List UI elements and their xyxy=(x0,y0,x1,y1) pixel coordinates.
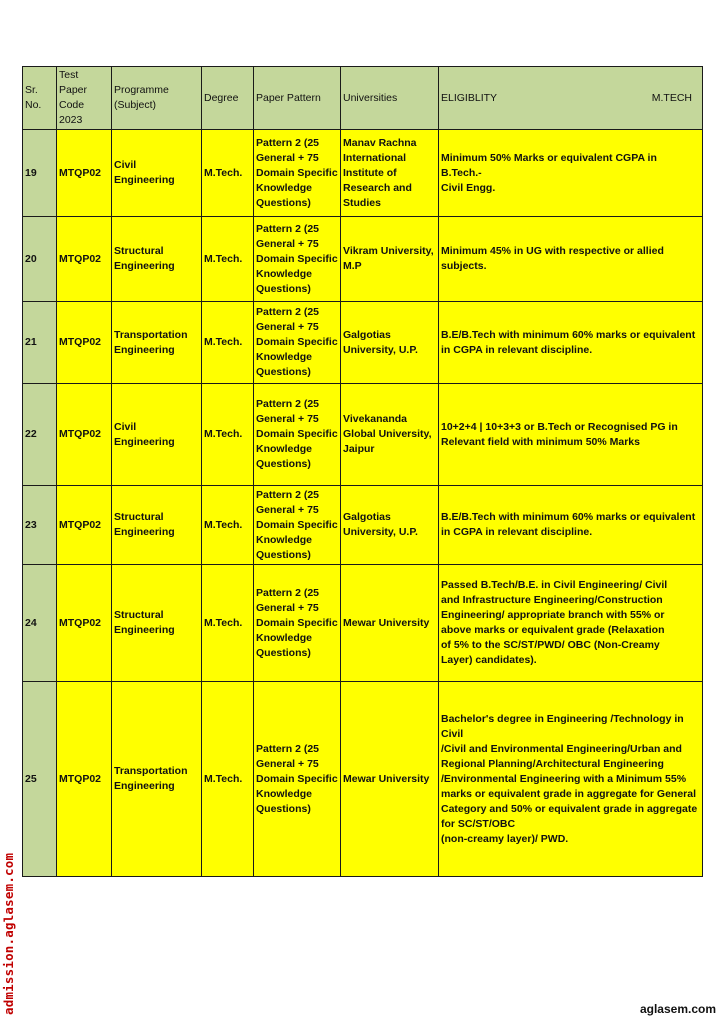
eligibility-cell: Minimum 45% in UG with respective or allied subjects. xyxy=(439,217,703,302)
degree-cell: M.Tech. xyxy=(202,130,254,217)
degree-cell: M.Tech. xyxy=(202,486,254,565)
pattern-cell: Pattern 2 (25 General + 75 Domain Specific Knowledge Questions) xyxy=(254,217,341,302)
programme-cell: Civil Engineering xyxy=(112,384,202,486)
pattern-cell: Pattern 2 (25 General + 75 Domain Specific Knowledge Questions) xyxy=(254,130,341,217)
eligibility-cell: Bachelor's degree in Engineering /Technology in Civil /Civil and Environmental Engineering/Urban and Regional Planning/Architectural Engineering /Environmental Engineering with a Minimum 55% marks or equivalent grade in aggregate for General Category and 50% or equivalent grade in aggregate for SC/ST/OBC (non-creamy layer)/ PWD. xyxy=(439,682,703,877)
pattern-cell: Pattern 2 (25 General + 75 Domain Specific Knowledge Questions) xyxy=(254,486,341,565)
eligibility-cell: B.E/B.Tech with minimum 60% marks or equivalent in CGPA in relevant discipline. xyxy=(439,302,703,384)
university-cell: Galgotias University, U.P. xyxy=(341,486,439,565)
degree-cell: M.Tech. xyxy=(202,682,254,877)
code-cell: MTQP02 xyxy=(57,682,112,877)
table-row xyxy=(23,486,703,565)
table-row xyxy=(23,682,703,877)
sr-no-cell: 21 xyxy=(23,302,57,384)
university-cell: Mewar University xyxy=(341,565,439,682)
pattern-cell: Pattern 2 (25 General + 75 Domain Specific Knowledge Questions) xyxy=(254,565,341,682)
header-universities: Universities xyxy=(341,67,439,130)
side-watermark: admission.aglasem.com xyxy=(1,852,16,1015)
table-row xyxy=(23,130,703,217)
eligibility-cell: Passed B.Tech/B.E. in Civil Engineering/ Civil and Infrastructure Engineering/Construction Engineering/ appropriate branch with 55% or above marks or equivalent grade (Relaxation of 5% to the SC/ST/PWD/ OBC (Non-Creamy Layer) candidates). xyxy=(439,565,703,682)
programme-cell: Structural Engineering xyxy=(112,486,202,565)
university-cell: Manav Rachna International Institute of Research and Studies xyxy=(341,130,439,217)
programme-cell: Transportation Engineering xyxy=(112,682,202,877)
code-cell: MTQP02 xyxy=(57,130,112,217)
code-cell: MTQP02 xyxy=(57,302,112,384)
table-row xyxy=(23,384,703,486)
sr-no-cell: 25 xyxy=(23,682,57,877)
degree-cell: M.Tech. xyxy=(202,302,254,384)
code-cell: MTQP02 xyxy=(57,486,112,565)
header-paper-pattern: Paper Pattern xyxy=(254,67,341,130)
sr-no-cell: 24 xyxy=(23,565,57,682)
eligibility-cell: Minimum 50% Marks or equivalent CGPA in B.Tech.- Civil Engg. xyxy=(439,130,703,217)
header-sr-no: Sr. No. xyxy=(23,67,57,130)
header-test-paper-code: Test Paper Code 2023 xyxy=(57,67,112,130)
pattern-cell: Pattern 2 (25 General + 75 Domain Specific Knowledge Questions) xyxy=(254,682,341,877)
sr-no-cell: 23 xyxy=(23,486,57,565)
eligibility-table xyxy=(22,66,703,877)
degree-cell: M.Tech. xyxy=(202,565,254,682)
code-cell: MTQP02 xyxy=(57,384,112,486)
header-degree: Degree xyxy=(202,67,254,130)
university-cell: Mewar University xyxy=(341,682,439,877)
eligibility-cell: 10+2+4 | 10+3+3 or B.Tech or Recognised PG in Relevant field with minimum 50% Marks xyxy=(439,384,703,486)
table-row xyxy=(23,302,703,384)
header-eligibility xyxy=(439,67,703,130)
university-cell: Galgotias University, U.P. xyxy=(341,302,439,384)
pattern-cell: Pattern 2 (25 General + 75 Domain Specific Knowledge Questions) xyxy=(254,384,341,486)
pattern-cell: Pattern 2 (25 General + 75 Domain Specific Knowledge Questions) xyxy=(254,302,341,384)
table-row xyxy=(23,217,703,302)
university-cell: Vikram University, M.P xyxy=(341,217,439,302)
eligibility-cell: B.E/B.Tech with minimum 60% marks or equivalent in CGPA in relevant discipline. xyxy=(439,486,703,565)
programme-cell: Structural Engineering xyxy=(112,217,202,302)
eligibility-label: ELIGIBLITY xyxy=(441,91,498,104)
sr-no-cell: 20 xyxy=(23,217,57,302)
header-programme: Programme (Subject) xyxy=(112,67,202,130)
table-row xyxy=(23,565,703,682)
programme-cell: Civil Engineering xyxy=(112,130,202,217)
code-cell: MTQP02 xyxy=(57,565,112,682)
programme-cell: Structural Engineering xyxy=(112,565,202,682)
program-type-label: M.TECH xyxy=(651,91,692,104)
sr-no-cell: 19 xyxy=(23,130,57,217)
degree-cell: M.Tech. xyxy=(202,384,254,486)
programme-cell: Transportation Engineering xyxy=(112,302,202,384)
degree-cell: M.Tech. xyxy=(202,217,254,302)
header-row xyxy=(23,67,703,130)
university-cell: Vivekananda Global University, Jaipur xyxy=(341,384,439,486)
footer-watermark: aglasem.com xyxy=(639,1002,716,1016)
sr-no-cell: 22 xyxy=(23,384,57,486)
code-cell: MTQP02 xyxy=(57,217,112,302)
